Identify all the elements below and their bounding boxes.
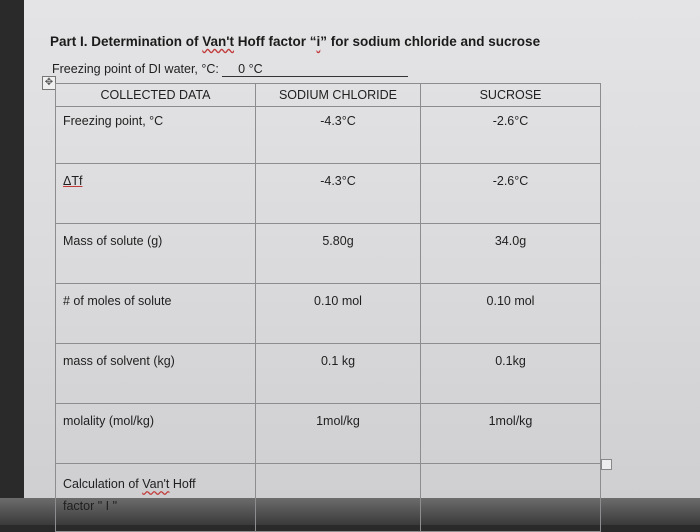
freezing-point-value-blank[interactable] bbox=[222, 62, 278, 77]
header-sucrose: SUCROSE bbox=[421, 84, 601, 107]
heading-text: Part I. Determination of bbox=[50, 34, 203, 49]
freezing-point-underline bbox=[278, 62, 408, 77]
sucrose-cell[interactable]: 1mol/kg bbox=[421, 404, 601, 464]
freezing-point-label: Freezing point of DI water, °C: bbox=[52, 62, 219, 76]
calc-label-suffix: Hoff bbox=[169, 477, 196, 491]
sucrose-calc-cell[interactable] bbox=[421, 464, 601, 532]
row-label-calculation bbox=[56, 464, 256, 532]
table-row bbox=[56, 164, 601, 224]
row-label bbox=[56, 164, 256, 224]
nacl-cell[interactable]: 0.1 kg bbox=[256, 344, 421, 404]
heading-vant: Van't bbox=[202, 34, 235, 49]
freezing-point-value: 0 bbox=[238, 62, 246, 76]
table-resize-handle[interactable] bbox=[601, 459, 612, 470]
sucrose-cell[interactable]: -2.6°C bbox=[421, 107, 601, 164]
nacl-calc-cell[interactable] bbox=[256, 464, 421, 532]
table-row bbox=[56, 224, 601, 284]
row-label: Freezing point, °C bbox=[56, 107, 256, 164]
heading-text-mid: Hoff factor “ bbox=[234, 34, 317, 49]
row-label: mass of solvent (kg) bbox=[56, 344, 256, 404]
row-label: Mass of solute (g) bbox=[56, 224, 256, 284]
table-move-handle-icon[interactable]: ✥ bbox=[42, 76, 56, 90]
section-heading bbox=[50, 34, 540, 49]
nacl-cell[interactable]: 1mol/kg bbox=[256, 404, 421, 464]
calc-label-factor: factor " I " bbox=[63, 499, 118, 513]
table-row bbox=[56, 284, 601, 344]
nacl-cell[interactable]: 0.10 mol bbox=[256, 284, 421, 344]
heading-text-end: ” for sodium chloride and sucrose bbox=[320, 34, 541, 49]
table-row-calculation bbox=[56, 464, 601, 532]
row-label: # of moles of solute bbox=[56, 284, 256, 344]
nacl-cell[interactable]: -4.3°C bbox=[256, 164, 421, 224]
collected-data-table bbox=[55, 83, 601, 532]
heading-i: i bbox=[316, 34, 321, 49]
row-label: molality (mol/kg) bbox=[56, 404, 256, 464]
nacl-cell[interactable]: 5.80g bbox=[256, 224, 421, 284]
header-collected-data: COLLECTED DATA bbox=[56, 84, 256, 107]
table-row bbox=[56, 344, 601, 404]
header-sodium-chloride: SODIUM CHLORIDE bbox=[256, 84, 421, 107]
sucrose-cell[interactable]: -2.6°C bbox=[421, 164, 601, 224]
calc-label-vant: Van't bbox=[142, 477, 170, 491]
table-row bbox=[56, 404, 601, 464]
freezing-point-unit: °C bbox=[248, 62, 263, 76]
calc-label-prefix: Calculation of bbox=[63, 477, 143, 491]
sucrose-cell[interactable]: 34.0g bbox=[421, 224, 601, 284]
table-row bbox=[56, 107, 601, 164]
sucrose-cell[interactable]: 0.1kg bbox=[421, 344, 601, 404]
nacl-cell[interactable]: -4.3°C bbox=[256, 107, 421, 164]
sucrose-cell[interactable]: 0.10 mol bbox=[421, 284, 601, 344]
delta-tf-label: ΔTf bbox=[63, 174, 83, 188]
table-header-row bbox=[56, 84, 601, 107]
freezing-point-line bbox=[52, 62, 408, 77]
